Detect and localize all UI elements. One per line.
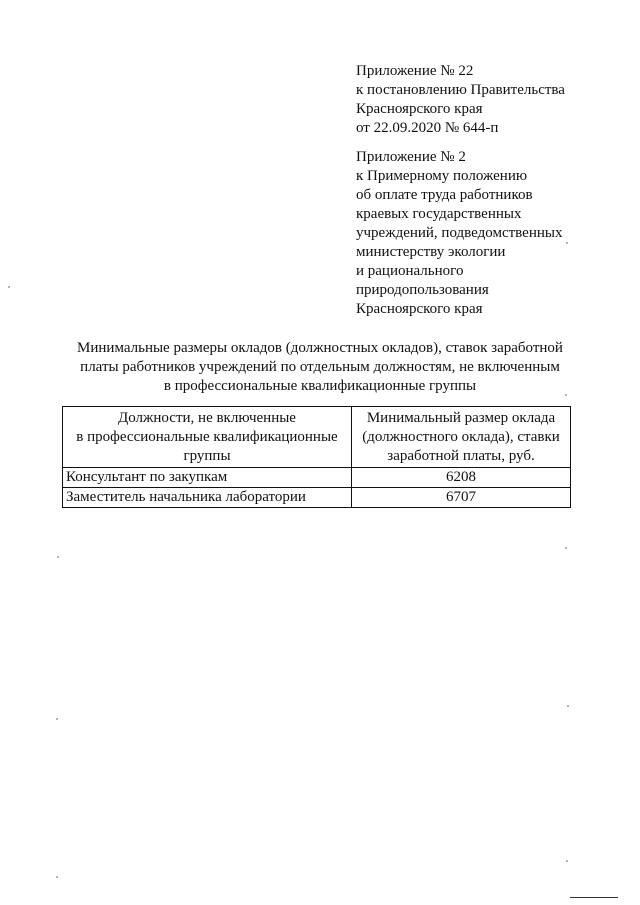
annex-ref-line: учреждений, подведомственных (356, 225, 563, 241)
scan-speck (566, 242, 568, 244)
annex-main-line: от 22.09.2020 № 644-п (356, 120, 499, 136)
annex-main-line: Приложение № 22 (356, 63, 474, 79)
annex-main-line: к постановлению Правительства (356, 82, 565, 98)
annex-main-header (356, 62, 565, 138)
title-line: платы работников учреждений по отдельным должностям, не включенным (80, 359, 560, 375)
scan-speck (565, 547, 567, 549)
annex-ref-line: об оплате труда работников (356, 187, 533, 203)
annex-reference-header (356, 148, 562, 319)
cell-salary: 6707 (352, 488, 571, 508)
title-line: Минимальные размеры окладов (должностных окладов), ставок заработной (77, 340, 563, 356)
scan-speck (567, 705, 569, 707)
header-positions-line: в профессиональные квалификационные (76, 429, 338, 445)
header-min-salary-line: Минимальный размер оклада (366, 410, 556, 426)
header-min-salary-line: (должностного оклада), ставки (362, 429, 560, 445)
header-positions-line: группы (183, 448, 231, 464)
scan-speck (565, 394, 567, 396)
table-header-row (63, 407, 571, 468)
annex-ref-line: краевых государственных (356, 206, 522, 222)
scan-speck (8, 286, 10, 288)
annex-main-line: Красноярского края (356, 101, 483, 117)
scan-speck (56, 876, 58, 878)
salary-table (62, 406, 571, 508)
annex-ref-line: Приложение № 2 (356, 149, 466, 165)
header-min-salary (352, 407, 571, 468)
header-positions (63, 407, 352, 468)
cell-position: Заместитель начальника лаборатории (63, 488, 352, 508)
scan-speck (56, 718, 58, 720)
document-title (60, 339, 580, 396)
cell-salary: 6208 (352, 468, 571, 488)
annex-ref-line: министерству экологии (356, 244, 506, 260)
header-min-salary-line: заработной платы, руб. (387, 448, 535, 464)
footer-rule (570, 897, 618, 898)
annex-ref-line: к Примерному положению (356, 168, 528, 184)
scan-speck (57, 556, 59, 558)
annex-ref-line: и рационального (356, 263, 464, 279)
table-row (63, 488, 571, 508)
annex-ref-line: Красноярского края (356, 301, 483, 317)
cell-position: Консультант по закупкам (63, 468, 352, 488)
scan-speck (566, 860, 568, 862)
title-line: в профессиональные квалификационные группы (163, 378, 477, 394)
annex-ref-line: природопользования (356, 282, 489, 298)
table-row (63, 468, 571, 488)
header-positions-line: Должности, не включенные (118, 410, 296, 426)
